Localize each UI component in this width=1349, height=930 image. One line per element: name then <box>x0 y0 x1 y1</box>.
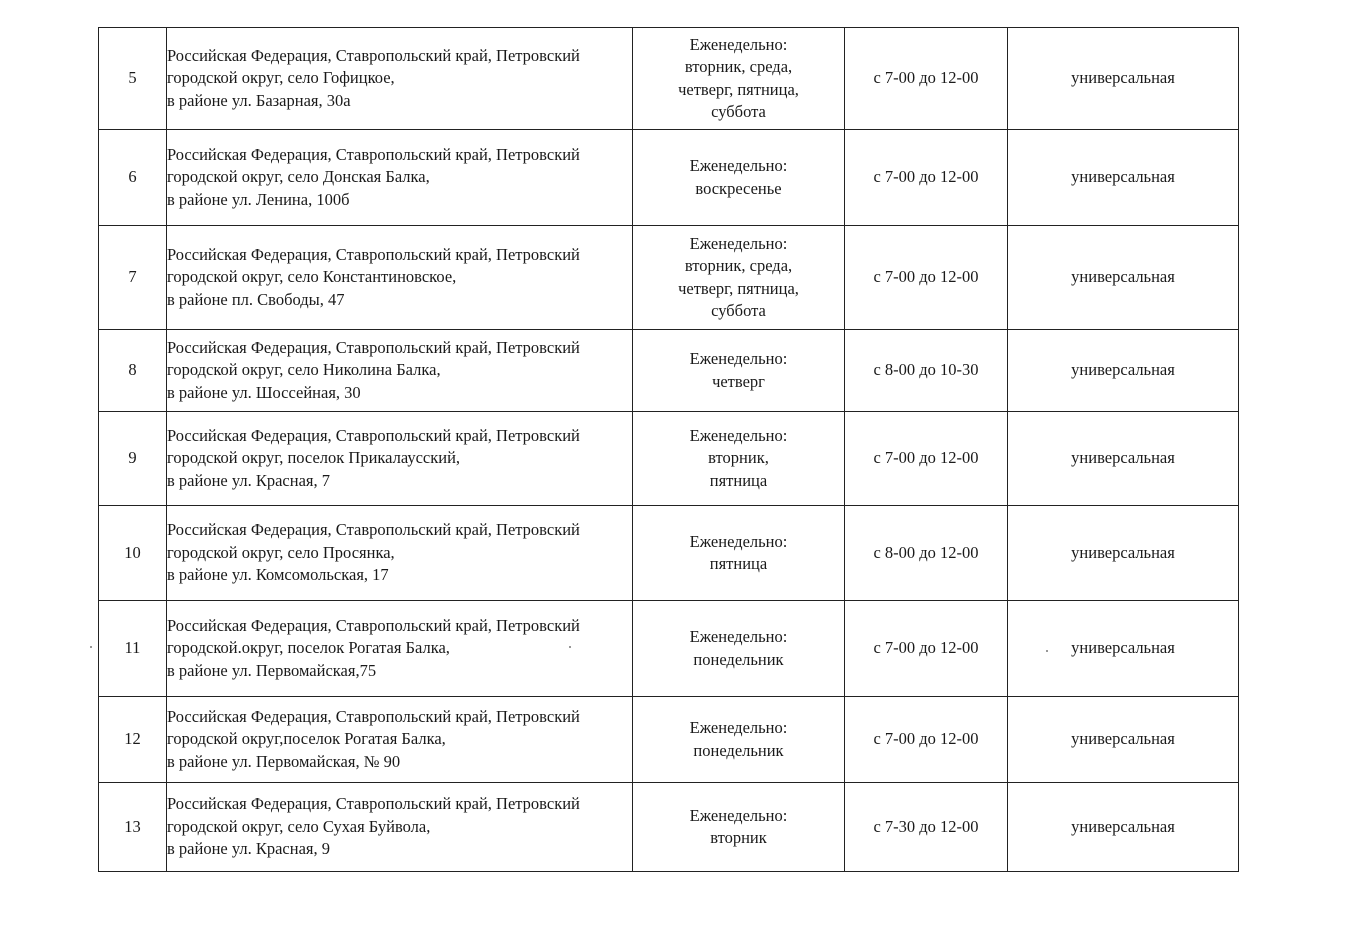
working-hours: с 7-00 до 12-00 <box>845 697 1008 783</box>
address-line: Российская Федерация, Ставропольский край, Петровский <box>167 45 580 65</box>
market-type: универсальная <box>1008 601 1239 697</box>
row-number: 7 <box>99 226 167 330</box>
schedule-days-cell <box>633 697 845 783</box>
scan-speck <box>569 646 571 648</box>
address-line: городской округ, село Николина Балка, <box>167 360 441 380</box>
schedule-days-line: понедельник <box>693 649 784 669</box>
scan-speck <box>90 646 92 648</box>
address-line: в районе ул. Ленина, 100б <box>167 189 350 209</box>
address-line: Российская Федерация, Ставропольский край, Петровский <box>167 244 580 264</box>
table-row <box>99 130 1239 226</box>
schedule-days-line: Еженедельно: <box>689 425 788 445</box>
schedule-days-line: суббота <box>711 301 766 320</box>
schedule-days-line: вторник, среда, <box>684 256 793 275</box>
schedule-days-line: пятница <box>709 554 768 573</box>
row-number: 8 <box>99 330 167 412</box>
schedule-days-cell <box>633 412 845 506</box>
address-line: городской округ, село Донская Балка, <box>167 167 430 187</box>
schedule-days-line: Еженедельно: <box>689 805 788 825</box>
schedule-days-line: Еженедельно: <box>689 627 788 646</box>
address-line: Российская Федерация, Ставропольский край, Петровский <box>167 706 580 726</box>
market-type: универсальная <box>1008 412 1239 506</box>
table-row <box>99 330 1239 412</box>
address-line: городской округ, село Сухая Буйвола, <box>167 816 431 836</box>
schedule-days-line: четверг, пятница, <box>678 79 799 99</box>
market-type: универсальная <box>1008 28 1239 130</box>
schedule-days-line: четверг <box>712 371 765 391</box>
schedule-days-line: Еженедельно: <box>689 233 788 253</box>
schedule-days-line: Еженедельно: <box>689 349 788 368</box>
address-line: городской округ, село Константиновское, <box>167 267 457 287</box>
row-number: 11 <box>99 601 167 697</box>
row-number: 5 <box>99 28 167 130</box>
market-type: универсальная <box>1008 130 1239 226</box>
address-cell <box>167 506 633 601</box>
address-line: городской округ,поселок Рогатая Балка, <box>167 729 446 749</box>
address-line: в районе пл. Свободы, 47 <box>167 289 345 309</box>
address-line: Российская Федерация, Ставропольский край, Петровский <box>167 520 580 540</box>
market-type: универсальная <box>1008 330 1239 412</box>
address-line: в районе ул. Комсомольская, 17 <box>167 565 389 585</box>
working-hours: с 8-00 до 10-30 <box>845 330 1008 412</box>
address-cell <box>167 28 633 130</box>
row-number: 9 <box>99 412 167 506</box>
working-hours: с 8-00 до 12-00 <box>845 506 1008 601</box>
schedule-days-line: Еженедельно: <box>689 34 788 54</box>
schedule-days-line: воскресенье <box>695 178 782 198</box>
table-row <box>99 28 1239 130</box>
schedule-days-cell <box>633 130 845 226</box>
schedule-days-line: вторник, <box>708 448 769 468</box>
market-schedule-table <box>98 27 1239 872</box>
schedule-days-line: Еженедельно: <box>689 718 788 737</box>
working-hours: с 7-30 до 12-00 <box>845 783 1008 872</box>
table-row <box>99 412 1239 506</box>
row-number: 6 <box>99 130 167 226</box>
address-line: Российская Федерация, Ставропольский край, Петровский <box>167 144 580 164</box>
table-row <box>99 783 1239 872</box>
market-type: универсальная <box>1008 783 1239 872</box>
address-line: городской округ, село Гофицкое, <box>167 68 395 88</box>
address-cell <box>167 330 633 412</box>
schedule-days-line: Еженедельно: <box>689 156 788 175</box>
schedule-days-cell <box>633 783 845 872</box>
table-body <box>99 28 1239 872</box>
market-type: универсальная <box>1008 506 1239 601</box>
address-line: городской округ, поселок Прикалаусский, <box>167 448 461 468</box>
address-line: в районе ул. Первомайская,75 <box>167 660 377 680</box>
address-line: в районе ул. Красная, 7 <box>167 470 331 490</box>
schedule-days-line: пятница <box>709 470 768 490</box>
schedule-days-cell <box>633 226 845 330</box>
address-line: Российская Федерация, Ставропольский край, Петровский <box>167 425 580 445</box>
schedule-days-line: понедельник <box>693 740 784 760</box>
schedule-days-line: суббота <box>711 102 766 121</box>
scan-speck <box>1046 650 1048 652</box>
schedule-sheet <box>98 27 1238 872</box>
schedule-days-cell <box>633 28 845 130</box>
schedule-days-cell <box>633 601 845 697</box>
working-hours: с 7-00 до 12-00 <box>845 28 1008 130</box>
schedule-days-line: вторник, среда, <box>684 57 793 76</box>
address-cell <box>167 226 633 330</box>
address-cell <box>167 601 633 697</box>
address-line: Российская Федерация, Ставропольский край, Петровский <box>167 337 580 357</box>
address-line: в районе ул. Красная, 9 <box>167 839 331 859</box>
schedule-days-cell <box>633 506 845 601</box>
address-cell <box>167 783 633 872</box>
market-type: универсальная <box>1008 226 1239 330</box>
working-hours: с 7-00 до 12-00 <box>845 601 1008 697</box>
address-line: городской.округ, поселок Рогатая Балка, <box>167 638 450 658</box>
table-row <box>99 226 1239 330</box>
address-line: в районе ул. Первомайская, № 90 <box>167 751 401 771</box>
address-line: Российская Федерация, Ставропольский край, Петровский <box>167 794 580 814</box>
address-line: городской округ, село Просянка, <box>167 542 395 562</box>
schedule-days-line: вторник <box>710 828 767 847</box>
address-cell <box>167 412 633 506</box>
schedule-days-cell <box>633 330 845 412</box>
row-number: 13 <box>99 783 167 872</box>
market-type: универсальная <box>1008 697 1239 783</box>
working-hours: с 7-00 до 12-00 <box>845 226 1008 330</box>
row-number: 10 <box>99 506 167 601</box>
address-line: в районе ул. Базарная, 30а <box>167 90 351 110</box>
working-hours: с 7-00 до 12-00 <box>845 130 1008 226</box>
table-row <box>99 601 1239 697</box>
schedule-days-line: четверг, пятница, <box>678 278 799 298</box>
row-number: 12 <box>99 697 167 783</box>
schedule-days-line: Еженедельно: <box>689 531 788 551</box>
table-row <box>99 506 1239 601</box>
working-hours: с 7-00 до 12-00 <box>845 412 1008 506</box>
address-cell <box>167 697 633 783</box>
table-row <box>99 697 1239 783</box>
address-line: в районе ул. Шоссейная, 30 <box>167 382 361 402</box>
address-line: Российская Федерация, Ставропольский край, Петровский <box>167 615 580 635</box>
address-cell <box>167 130 633 226</box>
